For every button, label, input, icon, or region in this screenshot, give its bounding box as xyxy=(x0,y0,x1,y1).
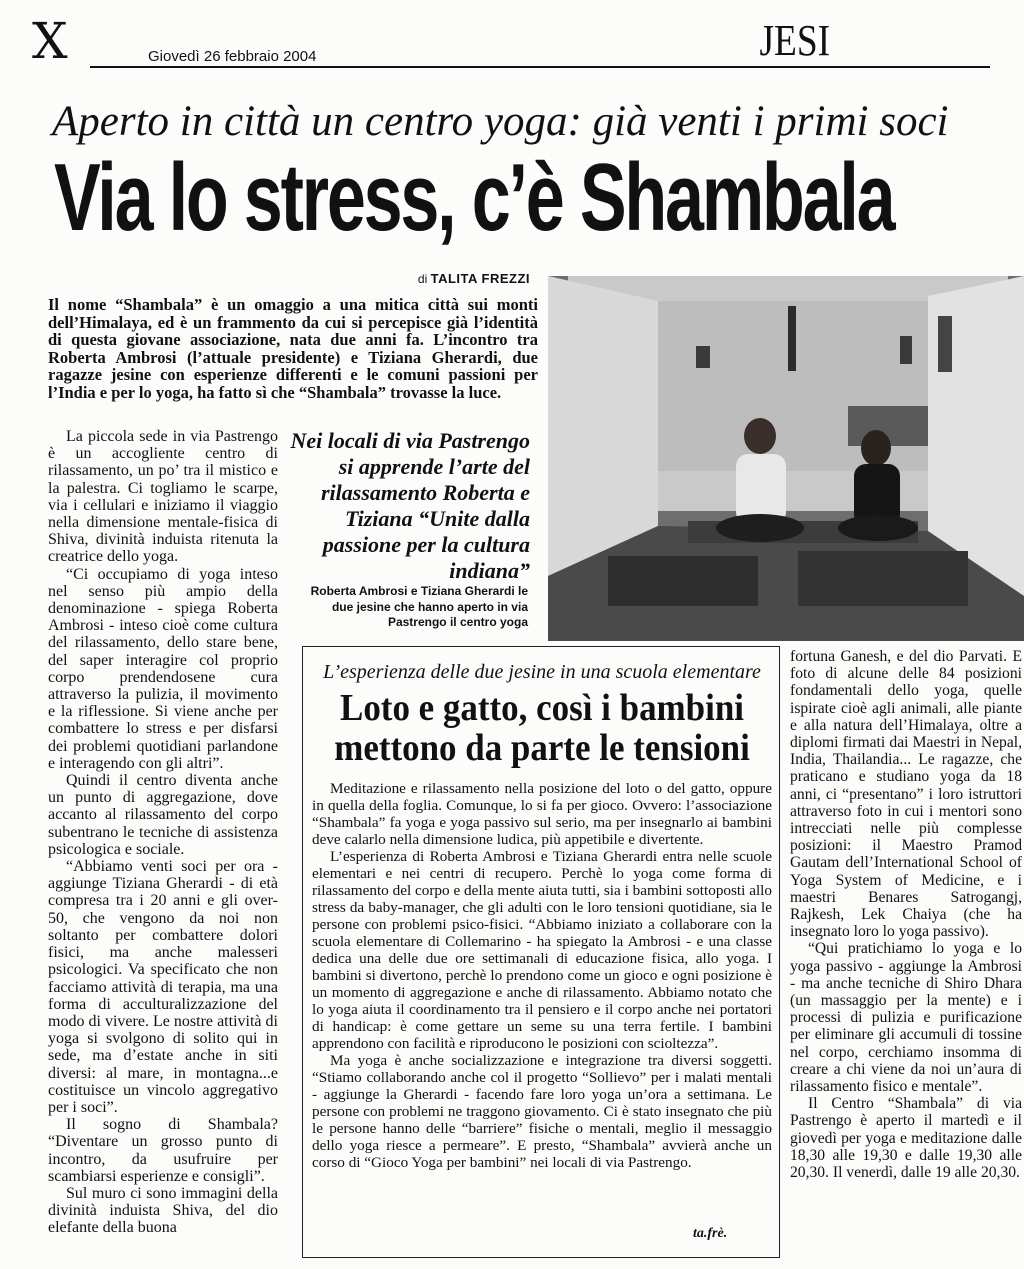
paragraph: “Abbiamo venti soci per ora - aggiunge Tiziana Gherardi - di età compresa tra i 20 anni e gli over-50, che vengono da noi non soltanto per combattere dolori fisici, ma anche malesseri psicologici. Va specificato che non facciamo attività di terapia, ma una forma di acculturalizzazione del modo di vivere. Le nostre attività di yoga si svolgono di solito qui in sede, ma d’estate anche in siti diversi: al mare, in montagna...e costituisce un vincolo aggregativo per i soci”. xyxy=(48,858,278,1116)
article-headline: Via lo stress, c’è Shambala xyxy=(54,144,894,251)
box-signature: ta.frè. xyxy=(693,1226,728,1241)
paragraph: Meditazione e rilassamento nella posizione del loto o del gatto, oppure in quella della foglia. Comunque, lo si fa per gioco. Ovvero: l’associazione “Shambala” fa yoga e yoga passivo sul serio, ma per insegnarlo ai bambini deve calarlo nella dimensione ludica, più appetibile e divertente. xyxy=(312,780,772,848)
box-kicker: L’esperienza delle due jesine in una scuola elementare xyxy=(323,661,761,683)
article-photo xyxy=(548,276,1024,641)
paragraph: “Ci occupiamo di yoga inteso nel senso più ampio della denominazione - spiega Roberta Ambrosi - inteso cioè come cultura del rilassamento, dello stare bene, del saper interagire col proprio corpo prendendosene cura attraverso la pulizia, il movimento e la riflessione. Si viene anche per combattere lo stress e per disfarsi dei problemi quotidiani parlandone e interagendo con gli altri”. xyxy=(48,565,278,772)
pull-quote: Nei locali di via Pastrengo si apprende l’arte del rilassamento Roberta e Tiziana “Unite dalla passione per la cultura indiana” xyxy=(290,428,530,583)
byline xyxy=(418,271,530,286)
byline-prefix: di xyxy=(417,272,428,286)
body-column-4 xyxy=(790,648,1022,1181)
box-body xyxy=(312,780,772,1171)
box-headline: Loto e gatto, così i bambini mettono da parte le tensioni xyxy=(334,687,750,769)
paragraph: Sul muro ci sono immagini della divinità induista Shiva, del dio elefante della buona xyxy=(48,1184,278,1237)
paragraph: fortuna Ganesh, e del dio Parvati. E foto di alcune delle 84 posizioni fondamentali dello yoga, quelle ispirate cioè agli animali, alle piante e alla natura dell’Himalaya, oltre a diplomi firmati dai Maestri in Nepal, India, Thailandia... Le ragazze, che praticano e studiano yoga da 18 anni, ci “presentano” i loro istruttori attraverso foto in cui i mentori sono intrecciati nelle più complesse posizioni: il Maestro Pramod Gautam dell’International School of Yoga System of Medicine, e i maestri Benares Satrogangj, Rajkesh, Lek Chaiya (che ha insegnato loro lo yoga passivo). xyxy=(790,648,1022,941)
masthead-rule xyxy=(90,66,990,68)
body-column-1 xyxy=(48,428,278,1237)
publication-date: Giovedì 26 febbraio 2004 xyxy=(148,48,317,65)
article-lead: Il nome “Shambala” è un omaggio a una mitica città sui monti dell’Himalaya, ed è un frammento da cui si percepisce già l’identità di questa giovane associazione, nata due anni fa. L’incontro tra Roberta Ambrosi (l’attuale presidente) e Tiziana Gherardi, due ragazze jesine con esperienze differenti e le comuni passioni per l’India e per lo yoga, ha fatto sì che “Shambala” trovasse la luce. xyxy=(48,295,538,402)
paragraph: Il Centro “Shambala” di via Pastrengo è aperto il martedì e il giovedì per yoga e meditazione dalle 18,30 alle 19,30 e dalle 19,30 alle 20,30. Il venerdì, dalle 19 alle 20,30. xyxy=(790,1095,1022,1182)
paragraph: “Qui pratichiamo lo yoga e lo yoga passivo - aggiunge la Ambrosi - ma anche tecniche di Shiro Dhara (un massaggio per la mente) e i processi di pulizia e purificazione per eliminare gli accumuli di tossine nel corpo, cerchiamo insomma di creare a chi viene da noi un’aura di rilassamento fisico e mentale”. xyxy=(790,940,1022,1096)
paragraph: La piccola sede in via Pastrengo è un accogliente centro di rilassamento, un po’ tra il mistico e la palestra. Ci togliamo le scarpe, via i cellulari e iniziamo il viaggio nella dimensione mentale-fisica di Shiva, divinità induista ritenuta la creatrice dello yoga. xyxy=(48,428,278,566)
page-marker: X xyxy=(32,12,68,70)
section-city: JESI xyxy=(759,16,830,65)
paragraph: Quindi il centro diventa anche un punto di aggregazione, dove accanto al rilassamento del corpo subentrano le tecniche di assistenza psicologica e sociale. xyxy=(48,772,278,858)
paragraph: Ma yoga è anche socializzazione e integrazione tra diversi soggetti. “Stiamo collaborando anche col il progetto “Sollievo” per i malati mentali - aggiunge la Gherardi - facendo fare loro yoga un’ora a settimana. Le persone con problemi ne traggono giovamento. Ci è stato insegnato che più le persone hanno delle “barriere” fisiche o mentali, meglio il messaggio dello yoga riesce a permeare”. E presto, “Shambala” avvierà anche un corso di “Gioco Yoga per bambini” nei locali di via Pastrengo. xyxy=(312,1052,772,1171)
paragraph: Il sogno di Shambala? “Diventare un grosso punto di incontro, da usufruire per scambiarsi esperienze e consigli”. xyxy=(48,1116,278,1185)
article-kicker: Aperto in città un centro yoga: già venti i primi soci xyxy=(52,98,949,145)
photo-caption: Roberta Ambrosi e Tiziana Gherardi le due jesine che hanno aperto in via Pastrengo il centro yoga xyxy=(310,584,528,629)
paragraph: L’esperienza di Roberta Ambrosi e Tiziana Gherardi entra nelle scuole elementari e nei centri di recupero. Perchè lo yoga come forma di rilassamento del corpo e della mente aiuta tutti, sia i bambini sottoposti allo stress da baby-manager, che gli adulti con le loro tensioni quotidiane, sia le persone con problemi psico-fisici. “Abbiamo iniziato a collaborare con la scuola elementare di Collemarino - ha spiegato la Ambrosi - e una classe dedica una delle due ore settimanali di educazione fisica, allo yoga. I bambini si divertono, perchè lo prendono come un gioco e ogni posizione è un momento di aggregazione e anche di rilassamento. Abbiamo notato che lo yoga aiuta il coordinamento tra il pensiero e il corpo anche nei portatori di handicap: è come gettare un seme su una terra fertile. I bambini apprendono con facilità e riproducono le posizioni con scioltezza”. xyxy=(312,848,772,1052)
byline-author: TALITA FREZZI xyxy=(430,271,530,286)
